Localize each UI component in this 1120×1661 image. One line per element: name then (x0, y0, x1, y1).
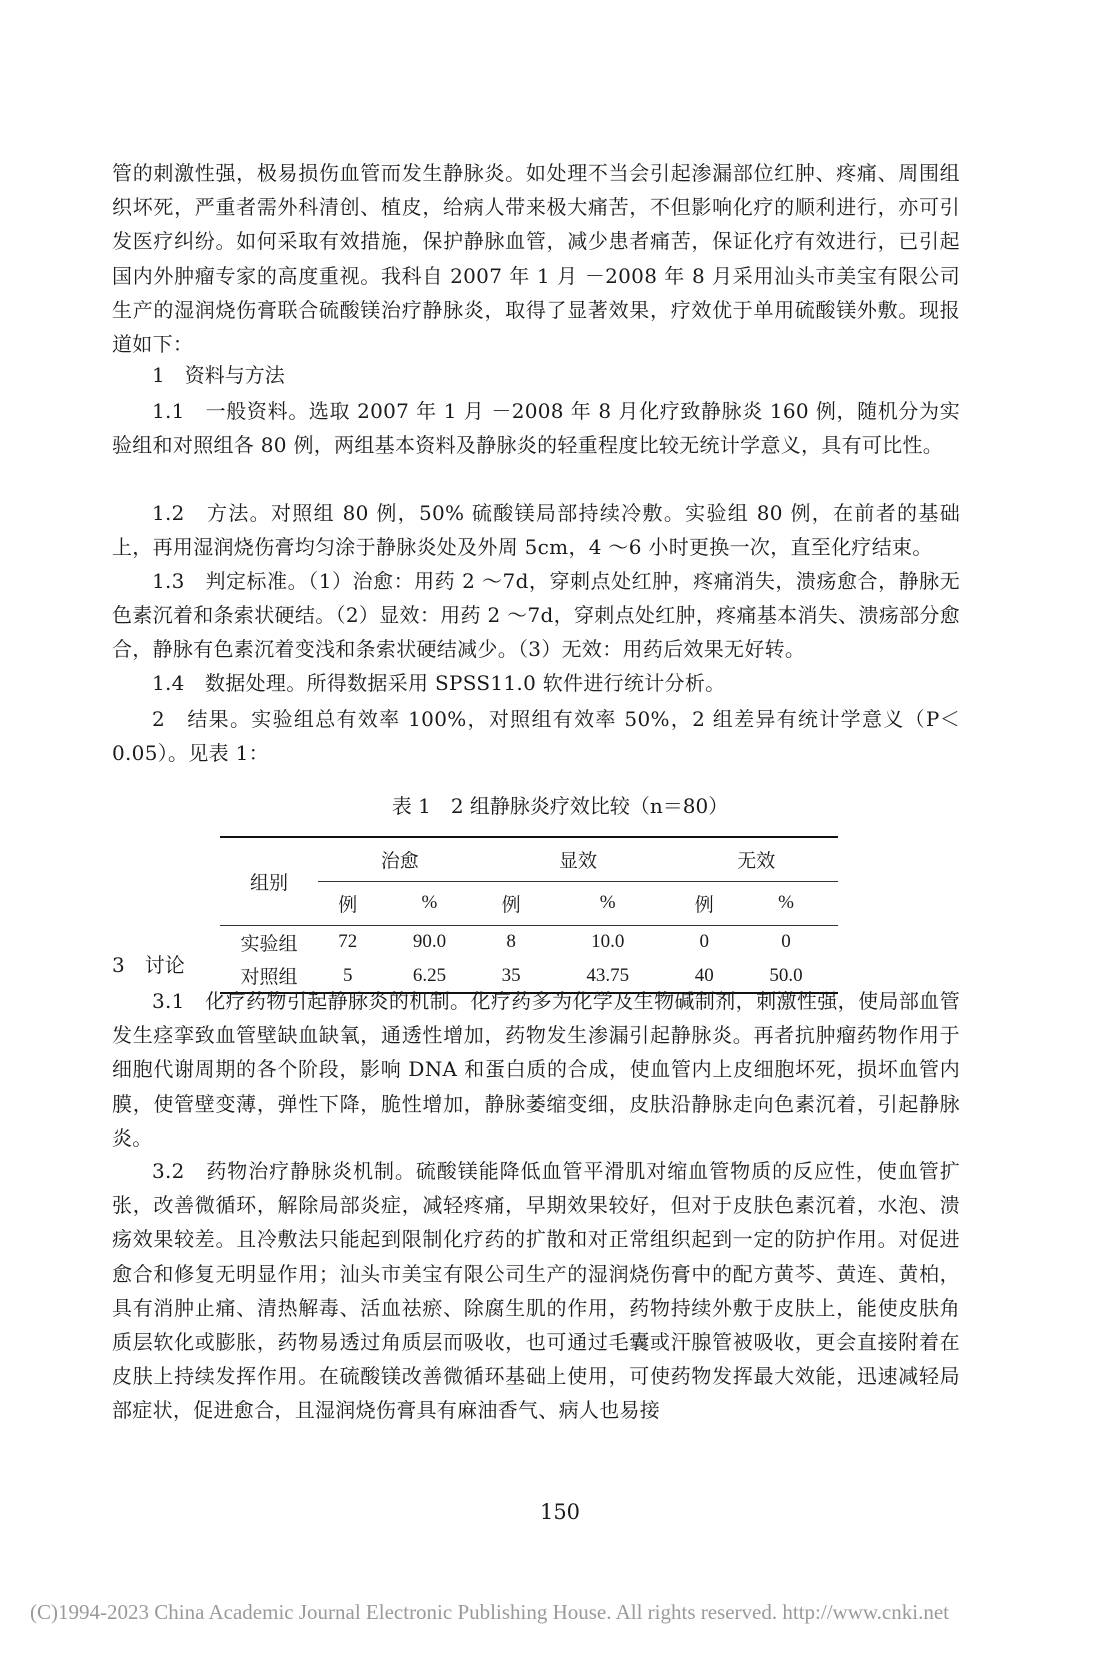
intro-paragraph: 管的刺激性强，极易损伤血管而发生静脉炎。如处理不当会引起渗漏部位红肿、疼痛、周围组织坏死，严重者需外科清创、植皮，给病人带来极大痛苦，不但影响化疗的顺利进行，亦可引发医疗纠纷。如何采取有效措施，保护静脉血管，减少患者痛苦，保证化疗有效进行，已引起国内外肿瘤专家的高度重视。我科自 2007 年 1 月 －2008 年 8 月采用汕头市美宝有限公司生产的湿润烧伤膏联合硫酸镁治疗静脉炎，取得了显著效果，疗效优于单用硫酸镁外敷。现报道如下： (112, 161, 960, 357)
section-3-heading: 3 讨论 (112, 953, 185, 977)
sub-header: % (778, 892, 794, 913)
paragraph-3-1: 3.1 化疗药物引起静脉炎的机制。化疗药多为化学及生物碱制剂，刺激性强，使局部血管发生痉挛致血管壁缺血缺氧，通透性增加，药物发生渗漏引起静脉炎。再者抗肿瘤药物作用于细胞代谢周期的各个阶段，影响 DNA 和蛋白质的合成，使血管内上皮细胞坏死，损坏血管内膜，使管壁变薄，弹性下降，脆性增加，静脉萎缩变细，皮肤沿静脉走向色素沉着，引起静脉炎。 (112, 989, 960, 1150)
paragraph-3-2: 3.2 药物治疗静脉炎机制。硫酸镁能降低血管平滑肌对缩血管物质的反应性，使血管扩张，改善微循环，解除局部炎症，减轻疼痛，早期效果较好，但对于皮肤色素沉着，水泡、溃疡效果较差。且冷敷法只能起到限制化疗药的扩散和对正常组织起到一定的防护作用。对促进愈合和修复无明显作用；汕头市美宝有限公司生产的湿润烧伤膏中的配方黄芩、黄连、黄柏，具有消肿止痛、清热解毒、活血祛瘀、除腐生肌的作用，药物持续外敷于皮肤上，能使皮肤角质层软化或膨胀，药物易透过角质层而吸收，也可通过毛囊或汗腺管被吸收，更会直接附着在皮肤上持续发挥作用。在硫酸镁改善微循环基础上使用，可使药物发挥最大效能，迅速减轻局部症状，促进愈合，且湿润烧伤膏具有麻油香气、病人也易接 (112, 1159, 960, 1423)
table-caption: 表 1 2 组静脉炎疗效比较（n＝80） (391, 794, 729, 818)
table-cell: 72 (338, 931, 358, 953)
table-cell: 10.0 (591, 931, 625, 953)
paragraph-2-results: 2 结果。实验组总有效率 100%，对照组有效率 50%，2 组差异有统计学意义（P＜0.05）。见表 1： (112, 707, 960, 766)
table-cell: 43.75 (586, 964, 630, 986)
col-group-cured: 治愈 (318, 837, 481, 881)
table-cell: 50.0 (769, 964, 803, 986)
table-cell: 6.25 (412, 964, 447, 986)
table-cell: 35 (501, 964, 521, 986)
section-1-heading: 1 资料与方法 (152, 363, 285, 387)
sub-header: % (421, 892, 438, 913)
table-cell: 0 (781, 931, 791, 953)
table-cell: 5 (342, 964, 353, 986)
paragraph-1-4: 1.4 数据处理。所得数据采用 SPSS11.0 软件进行统计分析。 (152, 671, 726, 695)
table-cell: 0 (699, 931, 710, 953)
group-header: 组别 (249, 872, 288, 894)
sub-header: 例 (694, 894, 714, 916)
sub-header: % (599, 892, 616, 913)
table-row (220, 925, 838, 959)
table-cell: 8 (506, 931, 516, 953)
page-number: 150 (539, 1500, 581, 1524)
copyright-footer: (C)1994-2023 China Academic Journal Electronic Publishing House. All rights reserved. http://www.cnki.net (30, 1600, 949, 1624)
table-cell: 40 (694, 964, 714, 986)
col-group-ineffective: 无效 (675, 837, 838, 881)
table-cell: 90.0 (412, 931, 447, 953)
sub-header: 例 (338, 894, 358, 916)
col-group-effective: 显效 (481, 837, 674, 881)
paragraph-1-2: 1.2 方法。对照组 80 例，50% 硫酸镁局部持续冷敷。实验组 80 例，在前者的基础上，再用湿润烧伤膏均匀涂于静脉炎处及外周 5cm，4 ～6 小时更换一次，直至化疗结束。 (112, 501, 960, 560)
sub-header: 例 (501, 894, 521, 916)
row-label: 对照组 (240, 967, 298, 988)
row-label: 实验组 (240, 933, 298, 955)
paragraph-1-3: 1.3 判定标准。（1）治愈：用药 2 ～7d，穿刺点处红肿，疼痛消失，溃疡愈合，静脉无色素沉着和条索状硬结。（2）显效：用药 2 ～7d，穿刺点处红肿，疼痛基本消失、溃疡部分愈合，静脉有色素沉着变浅和条索状硬结减少。（3）无效：用药后效果无好转。 (112, 569, 960, 662)
paragraph-1-1: 1.1 一般资料。选取 2007 年 1 月 －2008 年 8 月化疗致静脉炎 160 例，随机分为实验组和对照组各 80 例，两组基本资料及静脉炎的轻重程度比较无统计学意义，具有可比性。 (112, 399, 960, 458)
efficacy-table (220, 836, 838, 994)
